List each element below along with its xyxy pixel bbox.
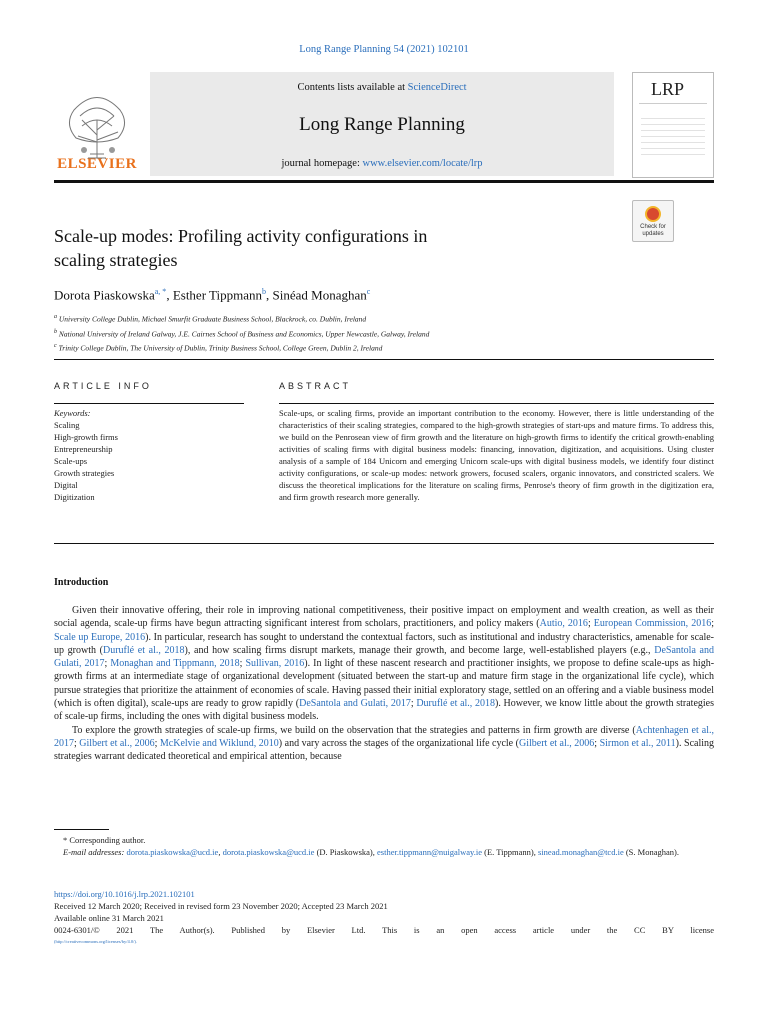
license-statement: 0024-6301/© 2021 The Author(s). Published by Elsevier Ltd. This is an open access article under the CC BY license	[54, 925, 714, 935]
email-label: E-mail addresses:	[63, 847, 125, 857]
author-list: Dorota Piaskowska$^{a, *}$, Esther Tippmann$^b$, Sinéad Monaghan$^c$	[54, 287, 371, 303]
cover-logo: LRP	[651, 79, 685, 99]
author-affiliation-mark[interactable]: c	[366, 287, 371, 296]
masthead	[54, 72, 714, 176]
affiliation-list	[54, 311, 429, 355]
abstract-text: Scale-ups, or scaling firms, provide an important contribution to the economy. However, there is little understanding of the characteristics of their scaling strategies, compared to the high-growth strategies of start-ups and mature firms. To address this, we build on the Penrosean view of firm growth and the literature on high-growth firms to identify the critical growth-enabling activities of scaling firms with digital business models: financing, innovation, digitization, and acquisitions. Using cluster analysis of a sample of 184 Unicorn and emerging Unicorn scale-ups with digital business models, we identify four distinct activity configurations, or scale-up modes: network growers, focused scalers, organic innovators, and constricted scalers. We discuss the theoretical implications for the literature on scaling firms, Penrose's theory of firm growth in the digitization era, and firm growth research more generally.	[279, 408, 714, 502]
citation-link[interactable]: Sirmon et al., 2011	[599, 737, 676, 749]
abstract-heading: ABSTRACT	[279, 381, 352, 391]
author-name[interactable]: Dorota Piaskowska	[54, 287, 155, 303]
keyword: Entrepreneurship	[54, 444, 113, 454]
available-online: Available online 31 March 2021	[54, 913, 164, 923]
doi-link[interactable]: https://doi.org/10.1016/j.lrp.2021.102101	[54, 889, 195, 899]
keyword-list	[54, 407, 118, 503]
keyword: Scale-ups	[54, 456, 88, 466]
check-for-updates-label	[633, 224, 673, 238]
email-link[interactable]: esther.tippmann@nuigalway.ie	[377, 847, 483, 857]
citation-link[interactable]: Duruflé et al., 2018	[103, 644, 185, 656]
publisher-name: ELSEVIER	[57, 156, 137, 172]
check-for-updates-icon	[645, 206, 661, 222]
citation-link[interactable]: Monaghan and Tippmann, 2018	[110, 658, 240, 670]
check-for-updates-button[interactable]	[632, 200, 674, 242]
keyword: Growth strategies	[54, 468, 115, 478]
citation-link[interactable]: Achtenhagen et al., 2017	[54, 724, 714, 749]
homepage-prefix: journal homepage:	[281, 158, 363, 169]
keyword: Digital	[54, 480, 78, 490]
footnote-rule	[54, 829, 109, 830]
citation-link[interactable]: Sullivan, 2016	[245, 658, 305, 670]
paper-title	[54, 224, 524, 272]
keyword: High-growth firms	[54, 432, 118, 442]
publication-info	[54, 888, 714, 948]
title-line-2: scaling strategies	[54, 250, 178, 270]
homepage-link[interactable]: www.elsevier.com/locate/lrp	[362, 158, 483, 169]
abstract-rule	[279, 403, 714, 404]
author-affiliation-mark[interactable]: a, *	[154, 287, 167, 296]
received-dates: Received 12 March 2020; Received in revised form 23 November 2020; Accepted 23 March 2021	[54, 901, 388, 911]
email-link[interactable]: sinead.monaghan@tcd.ie	[538, 847, 624, 857]
body-text	[54, 604, 714, 764]
citation-link[interactable]: Gilbert et al., 2006	[518, 737, 595, 749]
corresponding-mark: *	[63, 835, 68, 845]
homepage-line	[150, 158, 614, 169]
section-rule	[54, 359, 714, 360]
citation-link[interactable]: DeSantola and Gulati, 2017	[54, 644, 714, 670]
citation-link[interactable]: Gilbert et al., 2006	[79, 737, 155, 749]
author-affiliation-mark[interactable]: b	[262, 287, 267, 296]
journal-title: Long Range Planning	[299, 114, 465, 135]
affiliation-item: $^b$ National University of Ireland Galway, J.E. Cairnes School of Business and Economics, Upper Newcastle, Galway, Ireland	[54, 328, 430, 338]
journal-cover-thumbnail	[632, 72, 714, 178]
introduction-heading: Introduction	[54, 577, 109, 588]
cover-divider	[639, 103, 707, 108]
section-rule	[54, 543, 714, 544]
license-link[interactable]: (http://creativecommons.org/licenses/by/4.0/).	[54, 939, 138, 944]
contents-prefix: Contents lists available at	[297, 82, 408, 93]
citation-link[interactable]: McKelvie and Wiklund, 2010	[159, 737, 279, 749]
citation-link[interactable]: Scale up Europe, 2016	[54, 631, 146, 643]
sciencedirect-link[interactable]: ScienceDirect	[407, 82, 467, 93]
affiliation-item: $^a$ University College Dublin, Michael Smurfit Graduate Business School, Blackrock, co. Dublin, Ireland	[54, 314, 367, 324]
cover-text-lines	[633, 113, 713, 160]
citation-link[interactable]: Duruflé et al., 2018	[416, 698, 495, 710]
author-name[interactable]: Sinéad Monaghan	[272, 287, 367, 303]
keyword: Digitization	[54, 492, 95, 502]
affiliation-item: $^c$ Trinity College Dublin, The University of Dublin, Trinity Business School, College Green, Dublin 2, Ireland	[54, 343, 383, 353]
email-addresses: E-mail addresses: dorota.piaskowska@ucd.ie, dorota.piaskowska@ucd.ie (D. Piaskowska), esther.tippmann@nuigalway.ie (E. Tippmann), sinead.monaghan@tcd.ie (S. Monaghan).	[63, 847, 679, 857]
citation-link[interactable]: Autio, 2016	[539, 618, 588, 630]
citation-link[interactable]: DeSantola and Gulati, 2017	[299, 698, 411, 710]
header-rule	[54, 180, 714, 183]
article-info-heading: ARTICLE INFO	[54, 381, 152, 391]
journal-banner	[150, 72, 614, 176]
email-link[interactable]: dorota.piaskowska@ucd.ie	[126, 847, 219, 857]
keywords-title: Keywords:	[54, 408, 91, 418]
keyword: Scaling	[54, 420, 80, 430]
article-info-rule	[54, 403, 244, 404]
footnotes	[54, 834, 714, 858]
check-updates-line2: updates	[642, 231, 664, 237]
check-updates-line1: Check for	[640, 224, 666, 230]
contents-line	[150, 82, 614, 93]
corresponding-text: Corresponding author.	[69, 835, 146, 845]
corresponding-author-note	[54, 834, 714, 846]
title-line-1: Scale-up modes: Profiling activity configurations in	[54, 226, 428, 246]
citation-link[interactable]: European Commission, 2016	[593, 618, 712, 630]
paragraph-1: Given their innovative offering, their role in improving national competitiveness, their positive impact on employment and wealth creation, as well as their social agenda, scale-up firms have begun attracting significant interest from scholars, practitioners, and policy makers (Autio, 2016; European Commission, 2016; Scale up Europe, 2016). In particular, research has sought to understand the contextual factors, such as institutional and industry characteristics, amenable for scale-up growth (Duruflé et al., 2018), and how scaling firms disrupt markets, manage their growth, and become large, well-established players (e.g., DeSantola and Gulati, 2017; Monaghan and Tippmann, 2018; Sullivan, 2016). In light of these nascent research and practitioner insights, we propose to define scale-ups as high-growth firms at an intermediate stage of organizational development (situated between the start-up and mature firm stage in the organizational life cycle), which pursue strategies that prioritize the attainment of economies of scale. Having passed their initial exploratory stage, settled on an offering and a viable business model (which is often digital), scale-ups are ready to grow rapidly (DeSantola and Gulati, 2017; Duruflé et al., 2018). However, we know little about the growth strategies of scale-up firms, including the ones with digital business models.	[54, 605, 715, 723]
author-name[interactable]: Esther Tippmann	[172, 287, 263, 303]
email-link[interactable]: dorota.piaskowska@ucd.ie	[222, 847, 315, 857]
paragraph-2: To explore the growth strategies of scale-up firms, we build on the observation that the strategies and patterns in firm growth are diverse (Achtenhagen et al., 2017; Gilbert et al., 2006; McKelvie and Wiklund, 2010) and vary across the stages of the organizational life cycle (Gilbert et al., 2006; Sirmon et al., 2011). Scaling strategies warrant dedicated theoretical and empirical attention, because	[54, 724, 714, 763]
journal-citation[interactable]: Long Range Planning 54 (2021) 102101	[299, 44, 469, 55]
